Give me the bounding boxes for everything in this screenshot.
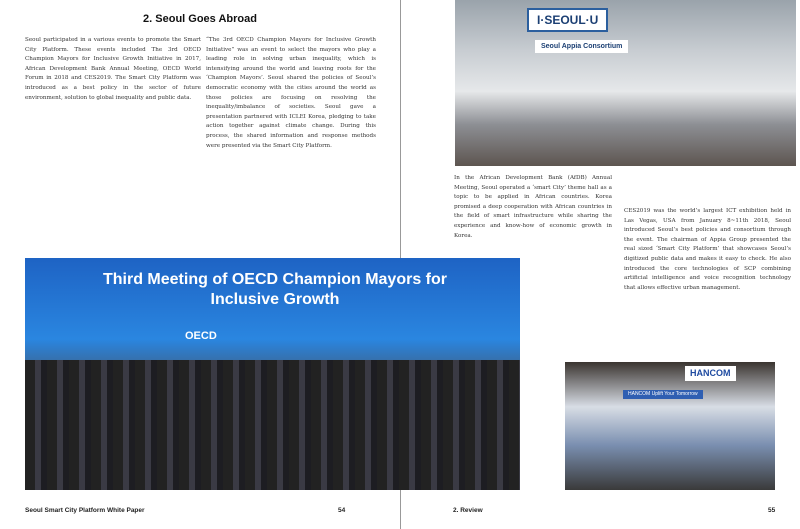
- hancom-sign: HANCOM: [685, 366, 736, 381]
- oecd-group-photo: [25, 258, 520, 490]
- oecd-logo: OECD: [185, 330, 217, 342]
- intro-paragraph: Seoul participated in a various events to promote the Smart City Platform. These events included The 3rd OECD Champion Mayors for Inclusive Growth Initiative in 2017, African Development Bank Annual Meeting, OECD World Forum in 2018 and CES2019. The Smart City Platform was introduced as a best policy in the sector of future environment, solution to global inequality and public data.: [25, 37, 201, 101]
- oecd-banner: Third Meeting of OECD Champion Mayors for Inclusive Growth: [102, 271, 447, 308]
- footer-right-title: 2. Review: [453, 507, 483, 514]
- section-title: 2. Seoul Goes Abroad: [143, 13, 257, 25]
- ces-booth-photo: [455, 0, 796, 166]
- footer-left-title: Seoul Smart City Platform White Paper: [25, 507, 145, 514]
- hancom-slogan: HANCOM Uplift Your Tomorrow: [623, 390, 703, 399]
- page-number-right: 55: [768, 507, 776, 514]
- page-number-left: 54: [338, 507, 346, 514]
- hancom-booth-photo: [565, 362, 775, 490]
- oecd-paragraph: “The 3rd OECD Champion Mayors for Inclusive Growth Initiative” was an event to select the mayors who play a leading role in solving urban inequality, which is intensifying around the world and leaving roots for the ‘Champion Mayors’. Seoul shared the policies of Seoul’s democratic economy with the cities around the world as those policies are focusing on resolving the inequality/imbalance of societies. Seoul gave a presentation partnered with ICLEI Korea, pledging to take action together against climate change. During this process, the shared information and response methods were presented via the Smart City Platform.: [206, 37, 376, 149]
- iseoulu-sign: I·SEOUL·U: [527, 8, 608, 32]
- ces-paragraph: CES2019 was the world’s largest ICT exhibition held in Las Vegas, USA from January 8~11th 2018, Seoul introduced Seoul’s best policies and consortium through the event. The chairman of Appia Group presented the real sized ‘Smart City Platform’ that showcases Seoul’s digitized public data and makes it easy to check. He also introduced the core technologies of SCP combining artificial intelligence and voice recognition technology that allows effective urban management.: [624, 208, 791, 291]
- group-of-people: [25, 360, 520, 490]
- afdb-paragraph: In the African Development Bank (AfDB) Annual Meeting, Seoul operated a ‘smart City’ theme hall as a topic to be applied in African countries. Korea promised a deep cooperation with African countries in the field of smart infrastructure while sharing the experience and know-how of economic growth in Korea.: [454, 175, 612, 239]
- appia-sign: Seoul Appia Consortium: [535, 40, 628, 53]
